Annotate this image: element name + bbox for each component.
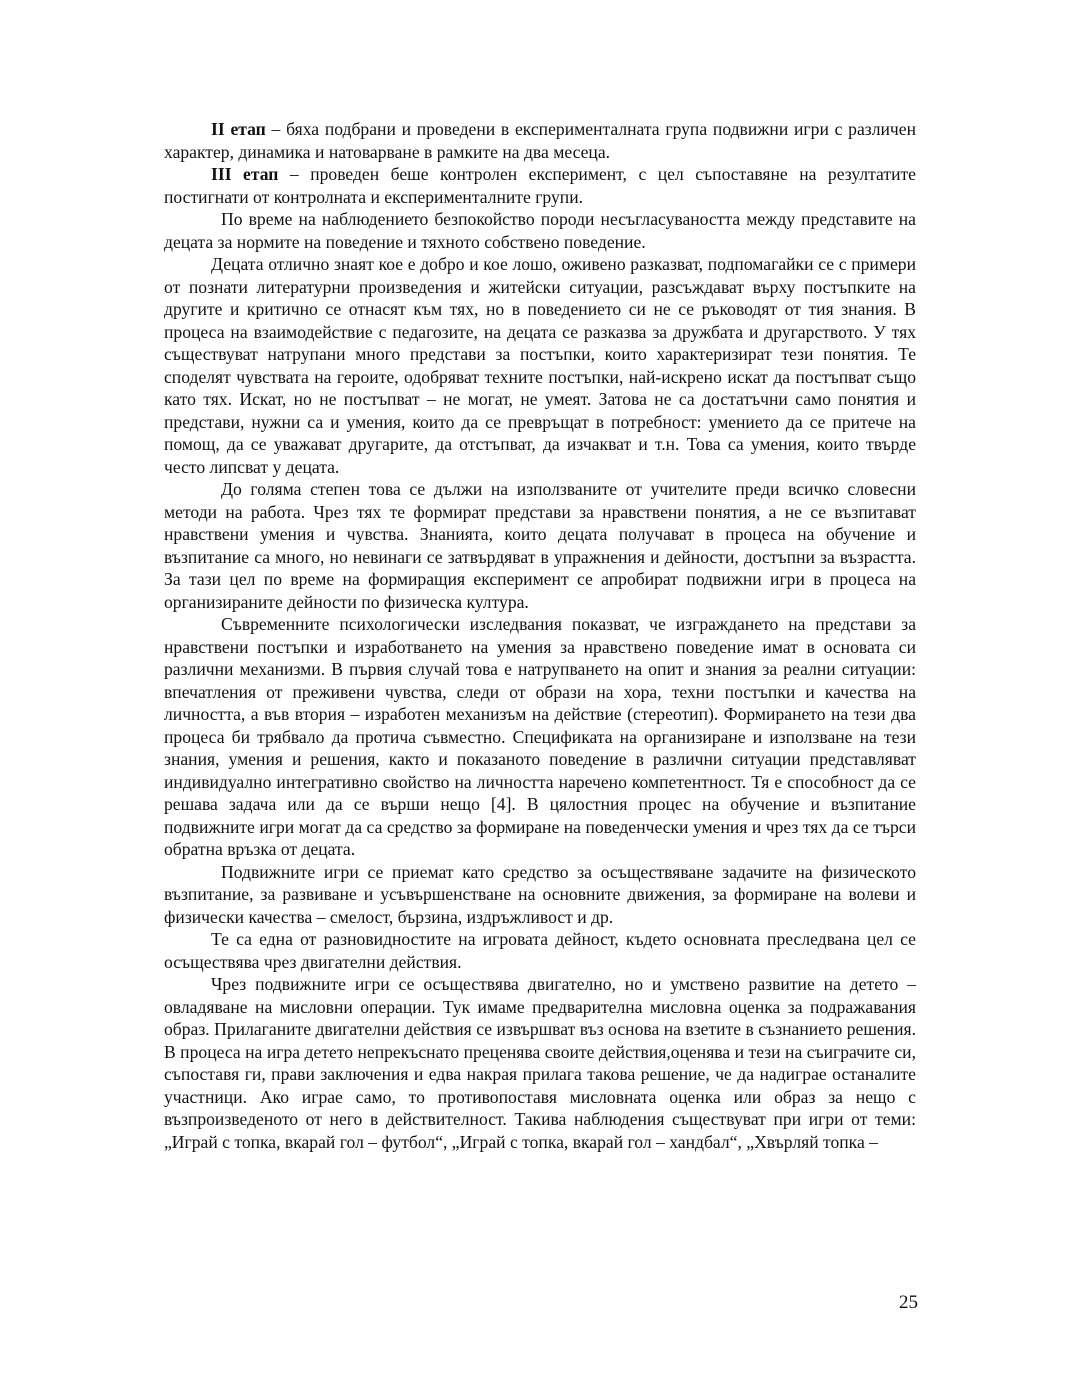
paragraph-game-activity: Те са една от разновидностите на игровата дейност, където основната преследвана цел се осъществява чрез двигателни действия. [164,929,916,972]
paragraph-verbal-methods: До голяма степен това се дължи на използваните от учителите преди всичко словесни методи на работа. Чрез тях те формират представи за нравствени понятия, а не се възпитават нравствени умения и чувства. Знанията, които децата получават в процеса на обучение и възпитание са много, но невинаги се затвърдяват в упражнения и дейности, достъпни за възрастта. За тази цел по време на формиращия експеримент се апробират подвижни игри в процеса на организираните дейности по физическа култура. [164,479,916,612]
stage-2-label: II етап [211,119,266,139]
paragraph-mobile-games-means: Подвижните игри се приемат като средство за осъществяване задачите на физическото възпитание, за развиване и усъвършенстване на основните движения, за формиране на волеви и физически качества – смелост, бързина, издръжливост и др. [164,861,916,927]
paragraph-psychological-research: Съвременните психологически изследвания показват, че изграждането на представи за нравствени постъпки и изработването на умения за нравствено поведение имат в основата си различни механизми. В първия случай това е натрупването на опит и знания за реални ситуации: впечатления от преживени чувства, следи от образи на хора, техни постъпки и качества на личността, а във втория – изработен механизъм на действие (стереотип). Формирането на тези два процеса би трябвало да протича съвместно. Спецификата на организиране и използване на тези знания, умения и решения, както и показаното поведение в различни ситуации представляват индивидуално интегративно свойство на личността наречено компетентност. Тя е способност да се решава задача или да се върши нещо [4]. В цялостния процес на обучение и възпитание подвижните игри могат да са средство за формиране на поведенчески умения и чрез тях да се търси обратна връзка от децата. [164,614,916,859]
stage-2-text: – бяха подбрани и проведени в експерименталната група подвижни игри с различен характер, динамика и натоварване в рамките на два месеца. [164,119,916,162]
page-number: 25 [899,1292,918,1313]
paragraph-mental-development: Чрез подвижните игри се осъществява двигателно, но и умствено развитие на детето – овладяване на мисловни операции. Тук имаме предварителна мисловна оценка за подражавания образ. Прилаганите двигателни действия се извършват въз основа на взетите в съзнанието решения. В процеса на игра детето непрекъснато преценява своите действия,оценява и тези на съиграчите си, съпоставя ги, прави заключения и едва накрая прилага такова решение, че да надиграе останалите участници. Ако играе само, то противопоставя мисловната оценка или образ за нещо с възпроизведеното от него в действителност. Такива наблюдения съществуват при игри от теми: „Играй с топка, вкарай гол – футбол“, „Играй с топка, вкарай гол – хандбал“, „Хвърляй топка – [164,974,916,1152]
page-body-text [164,118,916,1153]
paragraph-children-knowledge: Децата отлично знаят кое е добро и кое лошо, оживено разказват, подпомагайки се с примери от познати литературни произведения и житейски ситуации, разсъждават върху постъпките на другите и критично се отнасят към тях, но в поведението си не се ръководят от тия знания. В процеса на взаимодействие с педагозите, на децата се разказва за дружбата и другарството. У тях съществуват натрупани много представи за постъпки, които характеризират тези понятия. Те споделят чувствата на героите, одобряват техните постъпки, най-искрено искат да постъпват също като тях. Искат, но не постъпват – не могат, не умеят. Затова не са достатъчни само понятия и представи, нужни са и умения, които да се превръщат в потребност: умението да се притече на помощ, да се уважават другарите, да отстъпват, да изчакват и т.н. Това са умения, които твърде често липсват у децата. [164,254,916,477]
paragraph-observation: По време на наблюдението безпокойство породи несъгласуваността между представите на децата за нормите на поведение и тяхното собствено поведение. [164,209,916,252]
stage-3-label: III етап [211,164,279,184]
stage-3-text: – проведен беше контролен експеримент, с цел съпоставяне на резултатите постигнати от контролната и експерименталните групи. [164,164,916,207]
paragraph-stage-3 [164,163,916,208]
paragraph-stage-2 [164,118,916,163]
